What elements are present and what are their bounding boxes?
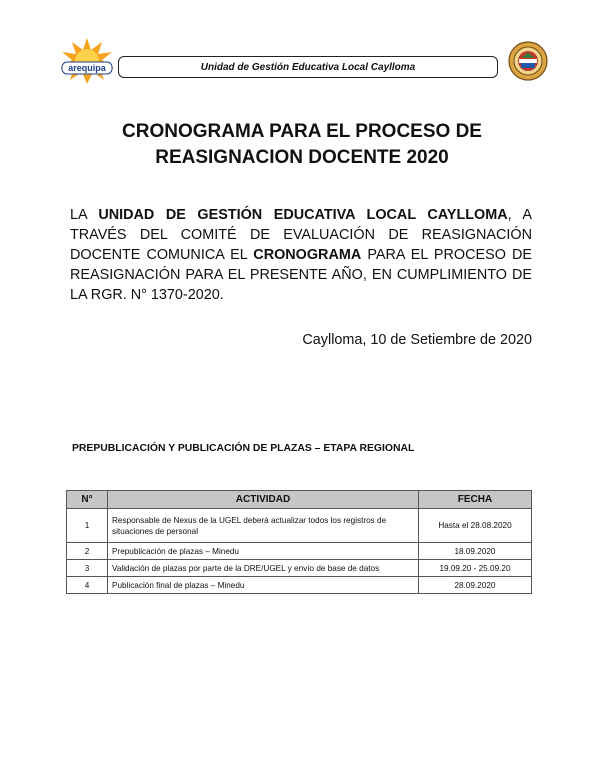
table-row [67, 509, 532, 543]
intro-text-2: , A TRAVÉS DEL COMITÉ DE EVALUACIÓN DE REASIGNACIÓN DOCENTE COMUNICA EL [70, 207, 532, 263]
table-row [67, 560, 532, 577]
ugel-seal-icon [508, 41, 548, 81]
row-actividad: Prepublicación de plazas – Minedu [108, 543, 419, 560]
intro-paragraph [70, 205, 532, 305]
title-line-1: CRONOGRAMA PARA EL PROCESO DE [122, 121, 482, 142]
logo-text: arequipa [68, 63, 106, 73]
intro-bold-cronograma: CRONOGRAMA [253, 247, 362, 263]
table-header-row [67, 491, 532, 509]
header-actividad: ACTIVIDAD [108, 491, 419, 509]
arequipa-logo [58, 38, 116, 84]
row-number: 3 [67, 560, 108, 577]
row-fecha: Hasta el 28.08.2020 [419, 509, 532, 543]
row-number: 1 [67, 509, 108, 543]
table-row [67, 543, 532, 560]
intro-text-1: LA [70, 207, 99, 223]
title-line-2: REASIGNACION DOCENTE 2020 [155, 147, 449, 168]
row-fecha: 18.09.2020 [419, 543, 532, 560]
header-fecha: FECHA [419, 491, 532, 509]
row-number: 4 [67, 577, 108, 594]
row-fecha: 28.09.2020 [419, 577, 532, 594]
intro-text-3: PARA EL PROCESO DE REASIGNACIÓN PARA EL PRESENTE AÑO, EN CUMPLIMIENTO DE LA RGR. N° 1370-2020. [70, 247, 532, 303]
row-actividad: Responsable de Nexus de la UGEL deberá actualizar todos los registros de situaciones de personal [108, 509, 419, 543]
institution-name: Unidad de Gestión Educativa Local Caylloma [200, 61, 416, 73]
header-number: N° [67, 491, 108, 509]
document-date: Caylloma, 10 de Setiembre de 2020 [302, 332, 532, 348]
section-title: PREPUBLICACIÓN Y PUBLICACIÓN DE PLAZAS – ETAPA REGIONAL [72, 443, 415, 454]
row-fecha: 19.09.20 - 25.09.20 [419, 560, 532, 577]
page-title [60, 119, 544, 171]
row-actividad: Publicación final de plazas – Minedu [108, 577, 419, 594]
institution-header [118, 56, 498, 78]
table-row [67, 577, 532, 594]
intro-bold-ugel: UNIDAD DE GESTIÓN EDUCATIVA LOCAL CAYLLOMA [98, 207, 508, 223]
row-number: 2 [67, 543, 108, 560]
row-actividad: Validación de plazas por parte de la DRE/UGEL y envío de base de datos [108, 560, 419, 577]
schedule-table [66, 490, 532, 594]
